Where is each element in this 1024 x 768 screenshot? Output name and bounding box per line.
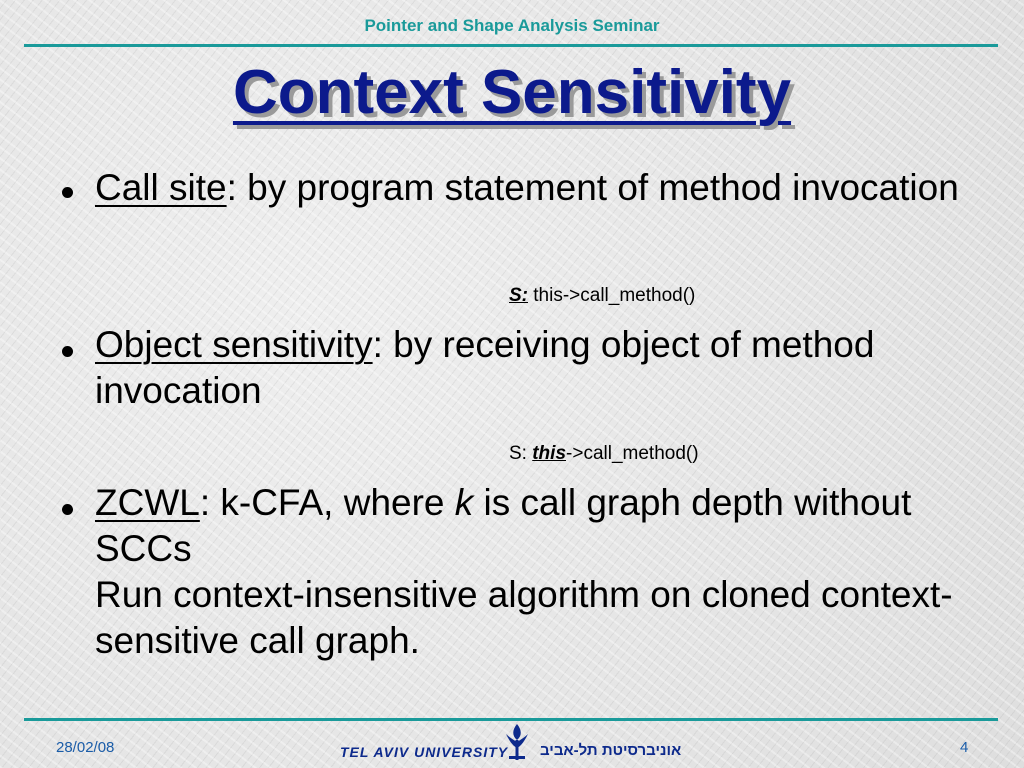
bullet-text: : by receiving object of method invocation — [95, 324, 875, 411]
bullet-zcwl — [95, 480, 985, 664]
term-call-site: Call site — [95, 167, 227, 208]
logo-hebrew: אוניברסיטת תל-אביב — [540, 742, 682, 759]
top-divider — [24, 44, 998, 47]
footer-date: 28/02/08 — [56, 739, 115, 756]
code-emph: this — [532, 443, 567, 464]
bullet-dot — [62, 187, 73, 198]
bullet-text: : k-CFA, where — [199, 482, 455, 523]
term-object-sensitivity: Object sensitivity — [95, 324, 373, 365]
code-suffix: ->call_method() — [566, 443, 699, 464]
logo-english: TEL AVIV UNIVERSITY — [340, 744, 509, 760]
bullet-line-2: Run context-insensitive algorithm on cloned context-sensitive call graph. — [95, 574, 953, 661]
slide-title: Context Sensitivity — [232, 58, 792, 127]
bullet-text: is call graph depth without SCCs — [95, 482, 912, 569]
k-variable: k — [454, 482, 474, 523]
code-prefix: S: — [509, 285, 528, 306]
page-number: 4 — [960, 739, 969, 756]
bullet-dot — [62, 504, 73, 515]
bullet-object-sensitivity — [95, 322, 985, 414]
code-text: this->call_method() — [528, 285, 696, 306]
university-emblem-icon — [500, 722, 534, 762]
bullet-dot — [62, 346, 73, 357]
bottom-divider — [24, 718, 998, 721]
term-zcwl: ZCWL — [95, 482, 200, 523]
university-logo — [340, 722, 690, 762]
bullet-call-site — [95, 165, 985, 211]
seminar-header: Pointer and Shape Analysis Seminar — [364, 16, 660, 35]
code-example-2 — [509, 443, 699, 465]
code-prefix: S: — [509, 443, 533, 464]
bullet-text: : by program statement of method invocation — [226, 167, 959, 208]
code-example-1 — [509, 285, 695, 307]
